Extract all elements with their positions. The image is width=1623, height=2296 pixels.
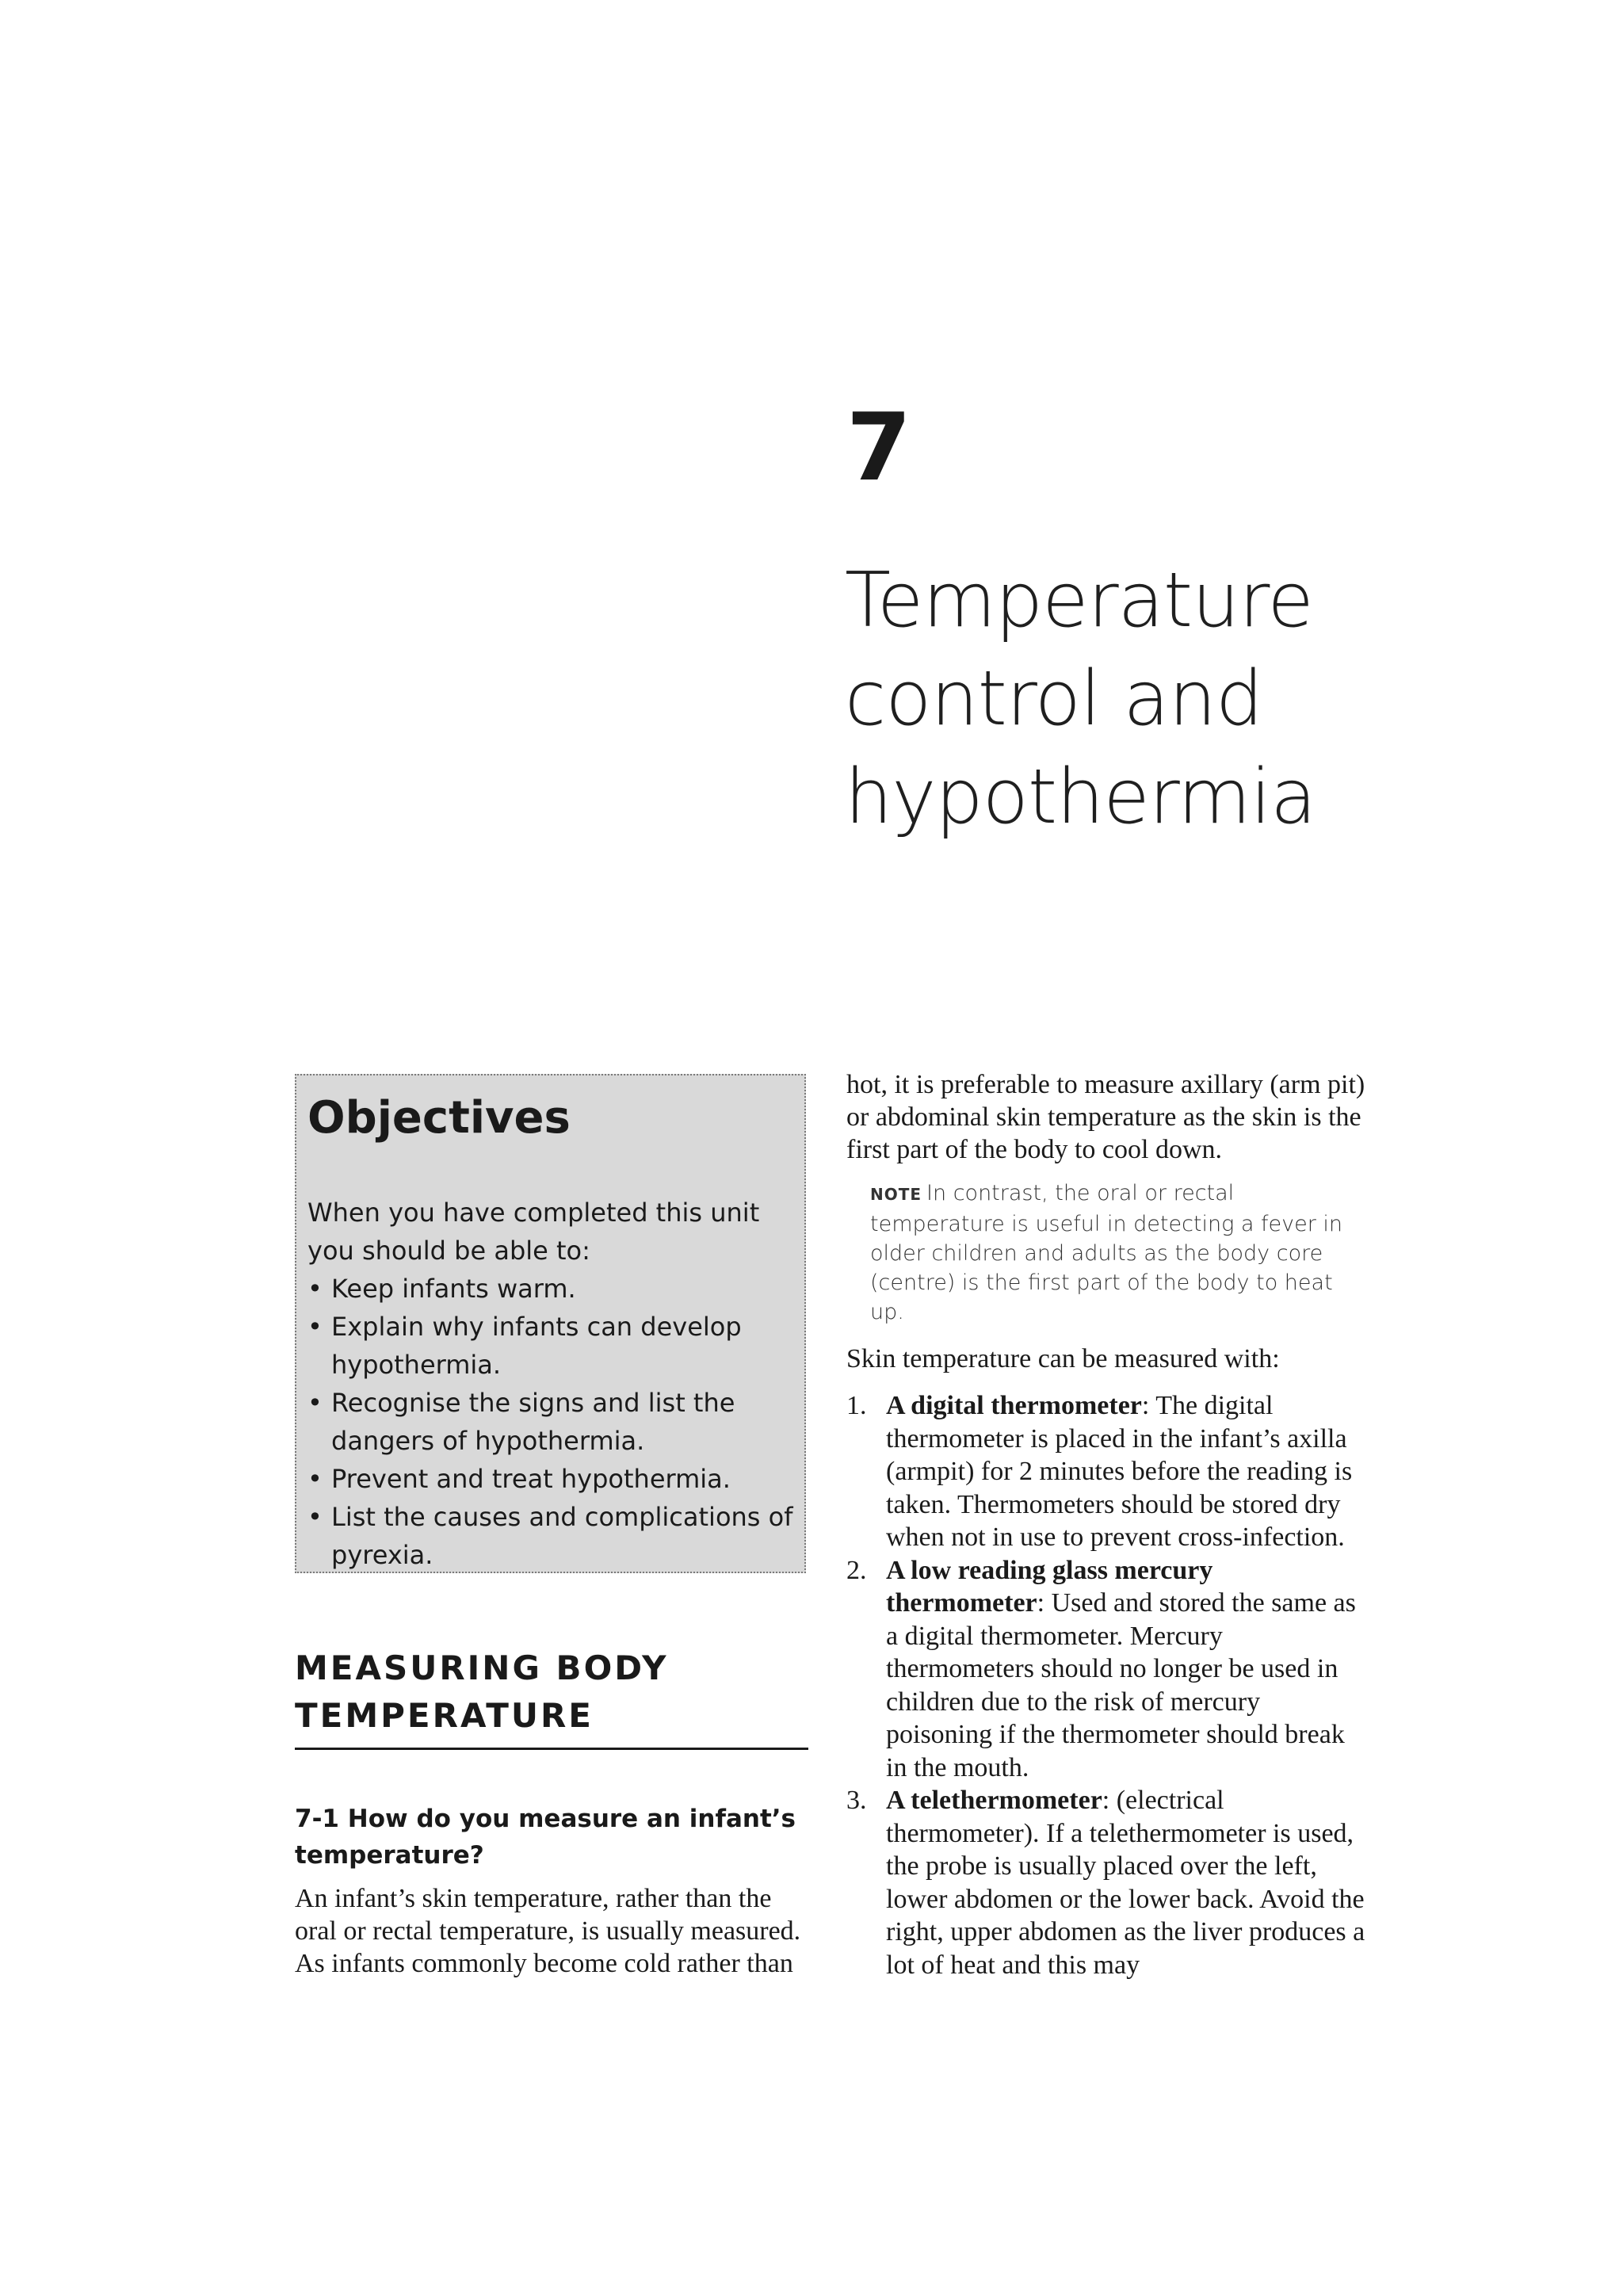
objective-text: Recognise the signs and list the dangers of hypothermia. — [331, 1388, 735, 1457]
note-label: NOTE — [870, 1185, 922, 1204]
method-number: 1. — [846, 1391, 867, 1420]
method-term: A low reading glass mercury thermometer — [886, 1555, 1213, 1618]
bullet-icon: • — [307, 1502, 323, 1533]
method-item — [846, 1784, 1369, 1981]
objective-item — [307, 1308, 799, 1384]
bullet-icon: • — [307, 1312, 323, 1343]
objectives-box — [295, 1074, 806, 1573]
method-number: 2. — [846, 1555, 867, 1585]
method-text: : Used and stored the same as a digital thermometer. Mercury thermometers should no longer be used in children due to the risk of mercury poisoning if the thermometer should break in the mouth. — [886, 1588, 1356, 1782]
objective-text: List the causes and complications of pyrexia. — [331, 1502, 793, 1571]
method-item — [846, 1389, 1369, 1554]
body-paragraph-continued: hot, it is preferable to measure axillary (arm pit) or abdominal skin temperature as the skin is the first part of the body to cool down. — [846, 1070, 1365, 1164]
objectives-list — [307, 1270, 804, 1574]
methods-list — [846, 1389, 1369, 1981]
bullet-icon: • — [307, 1274, 323, 1305]
objective-item — [307, 1384, 799, 1460]
right-column — [846, 1068, 1369, 1981]
method-text: : The digital thermometer is placed in the infant’s axilla (armpit) for 2 minutes before the reading is taken. Thermometers should be stored dry when not in use to prevent cross-infection. — [886, 1391, 1353, 1552]
skin-intro: Skin temperature can be measured with: — [846, 1344, 1280, 1373]
chapter-title — [845, 552, 1558, 846]
note — [870, 1179, 1361, 1327]
objectives-heading: Objectives — [307, 1092, 571, 1144]
method-text: : (electrical thermometer). If a telethermometer is used, the probe is usually placed over the left, lower abdomen or the lower back. Avoid the right, upper abdomen as the liver produces a lot of heat and this may — [886, 1786, 1365, 1980]
bullet-icon: • — [307, 1464, 323, 1495]
section-heading: MEASURING BODY TEMPERATURE — [295, 1645, 808, 1750]
body-paragraph: An infant’s skin temperature, rather than the oral or rectal temperature, is usually measured. As infants commonly become cold rather than — [295, 1884, 801, 1978]
method-term: A telethermometer — [886, 1786, 1102, 1815]
chapter-title-line: control and — [845, 655, 1263, 743]
method-term: A digital thermometer — [886, 1391, 1142, 1420]
method-number: 3. — [846, 1786, 867, 1815]
objective-text: Prevent and treat hypothermia. — [331, 1464, 731, 1495]
objective-item — [307, 1270, 799, 1308]
chapter-title-line: hypothermia — [845, 754, 1316, 841]
note-text: In contrast, the oral or rectal temperature is useful in detecting a fever in older children and adults as the body core (centre) is the first part of the body to heat up. — [870, 1181, 1343, 1324]
method-item — [846, 1554, 1369, 1785]
objectives-intro: When you have completed this unit you should be able to: — [307, 1198, 760, 1266]
bullet-icon: • — [307, 1388, 323, 1419]
question-heading: 7-1 How do you measure an infant’s temperature? — [295, 1805, 796, 1870]
chapter-title-line: Temperature — [845, 557, 1313, 644]
objective-item — [307, 1460, 799, 1498]
chapter-number: 7 — [846, 392, 912, 502]
objective-item — [307, 1498, 799, 1574]
objective-text: Keep infants warm. — [331, 1274, 576, 1305]
objective-text: Explain why infants can develop hypothermia. — [331, 1312, 742, 1381]
